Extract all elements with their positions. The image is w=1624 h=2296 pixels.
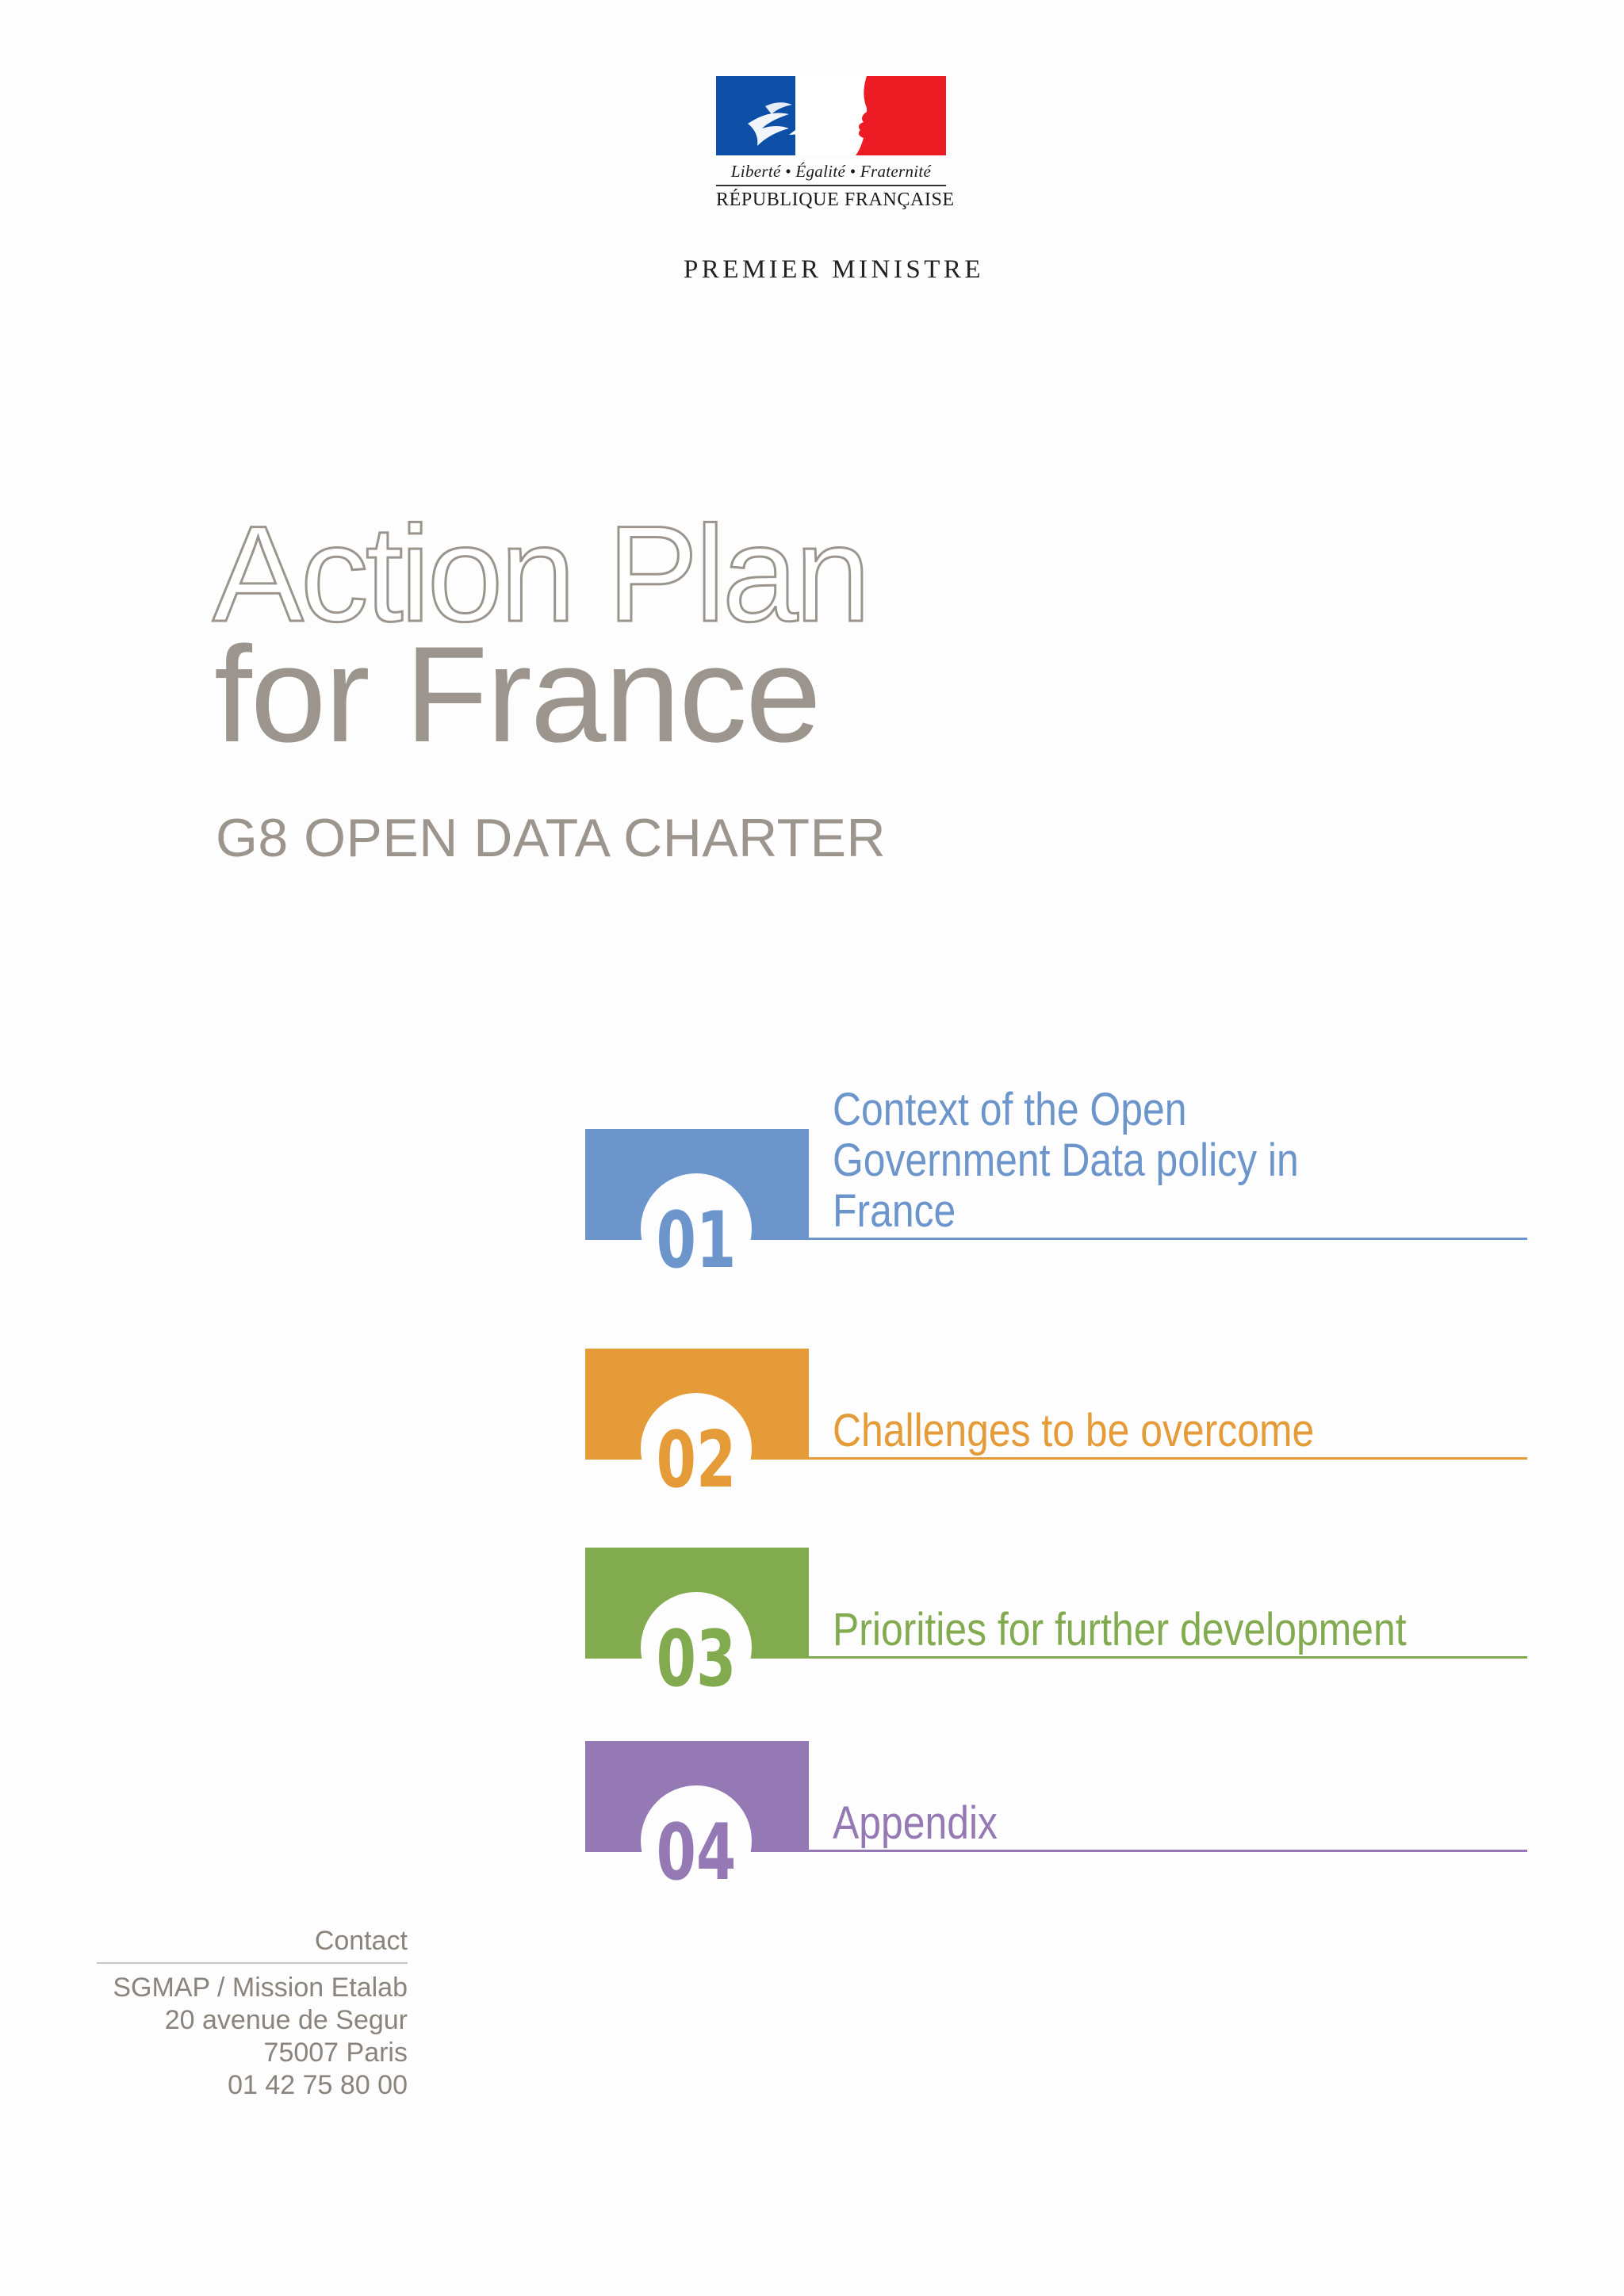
toc-title: Context of the Open Government Data policy in France — [833, 1084, 1299, 1237]
toc-number: 01 — [656, 1196, 737, 1286]
toc-underline — [809, 1457, 1527, 1460]
toc-title: Appendix — [833, 1797, 998, 1849]
toc-item-context[interactable] — [585, 1084, 1527, 1295]
ministry-name: PREMIER MINISTRE — [683, 255, 985, 284]
toc-number: 03 — [656, 1614, 737, 1705]
republic-motto: Liberté • Égalité • Fraternité — [730, 162, 932, 181]
republique-francaise-logo — [716, 76, 955, 211]
title-line-1: Action Plan — [213, 498, 868, 650]
contact-street: 20 avenue de Segur — [164, 2005, 408, 2035]
toc-title: Challenges to be overcome — [833, 1405, 1315, 1456]
contact-block — [97, 1925, 408, 2102]
marianne-flag-icon — [716, 76, 946, 155]
contact-phone[interactable]: 01 42 75 80 00 — [228, 2070, 408, 2100]
toc-underline — [809, 1238, 1527, 1240]
toc-underline — [809, 1656, 1527, 1659]
contact-city: 75007 Paris — [263, 2038, 408, 2068]
title-line-2: for France — [214, 618, 820, 771]
toc-item-challenges[interactable] — [585, 1349, 1527, 1515]
toc-item-priorities[interactable] — [585, 1548, 1527, 1714]
republic-name: RÉPUBLIQUE FRANÇAISE — [716, 189, 955, 210]
logo-divider — [716, 185, 946, 186]
contact-title: Contact — [314, 1926, 408, 1956]
contact-organization: SGMAP / Mission Etalab — [113, 1973, 408, 2003]
toc-number: 04 — [656, 1808, 737, 1898]
toc-underline — [809, 1850, 1527, 1852]
toc-number: 02 — [656, 1415, 737, 1506]
toc-title: Priorities for further development — [833, 1604, 1407, 1655]
document-subtitle: G8 OPEN DATA CHARTER — [216, 808, 887, 868]
toc-item-appendix[interactable] — [585, 1741, 1527, 1908]
contact-divider — [97, 1962, 408, 1964]
